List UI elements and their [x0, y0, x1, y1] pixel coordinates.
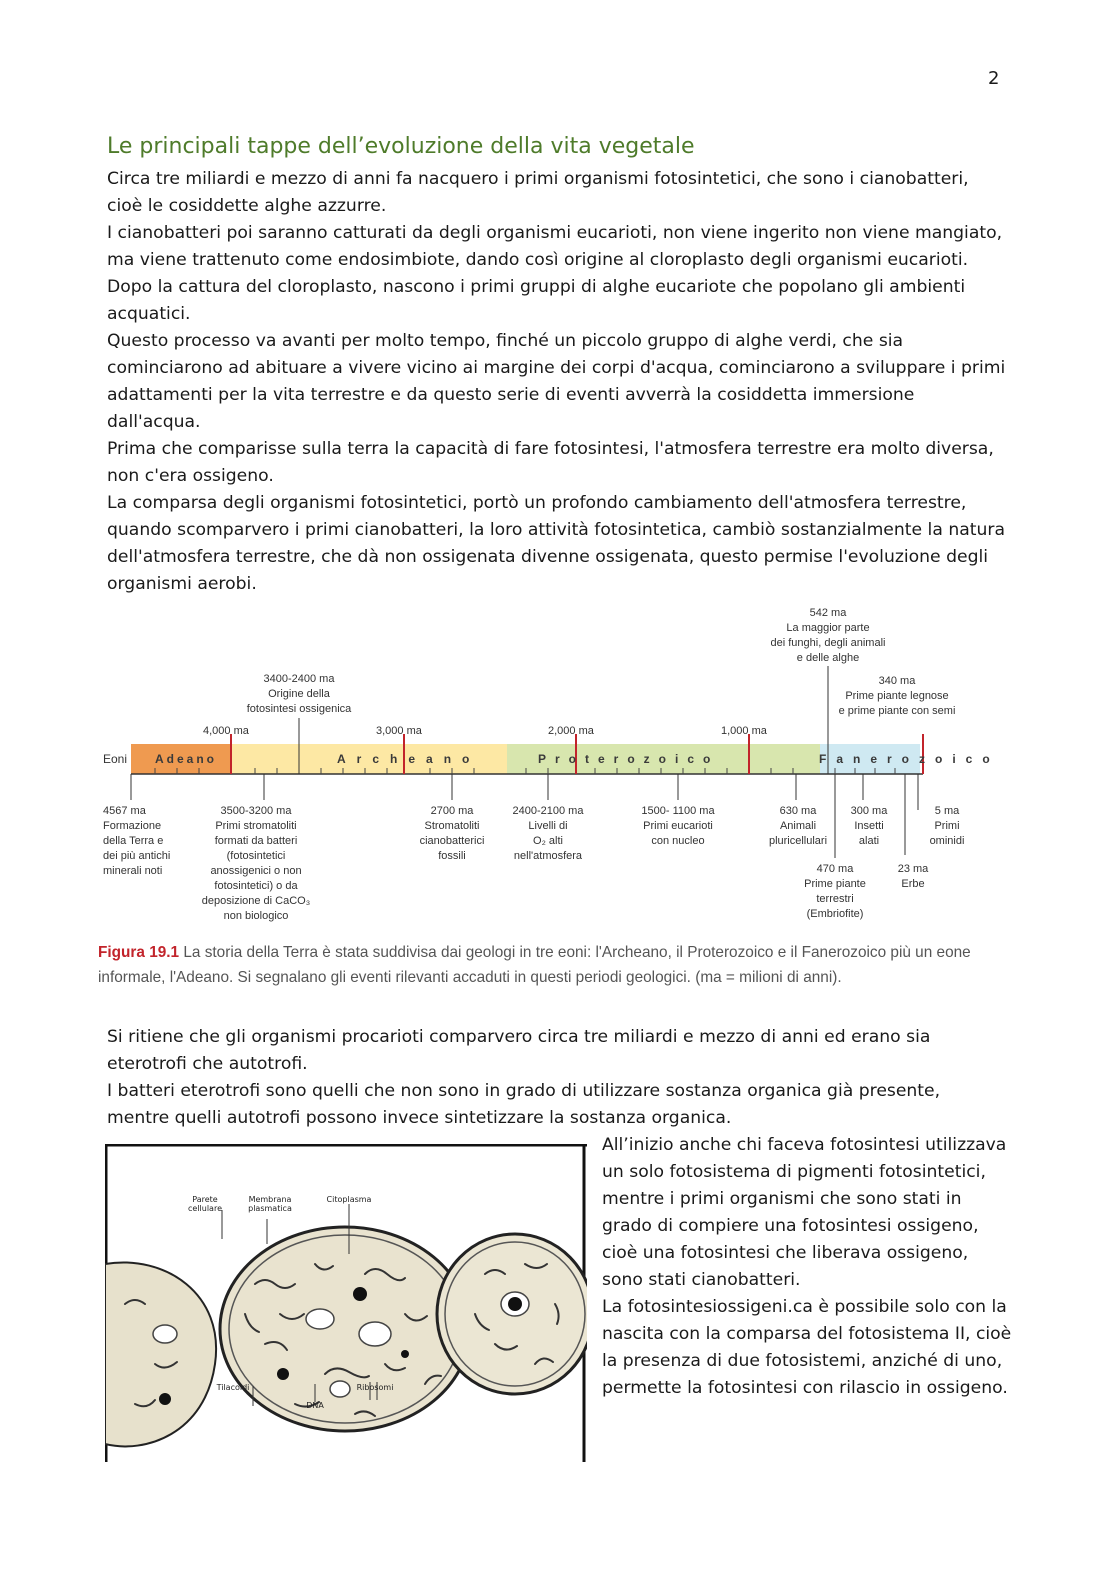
- paragraph: I cianobatteri poi saranno catturati da degli organismi eucarioti, non viene ingerito non viene mangiato, ma viene trattenuto come endosimbiote, dando così origine al cloroplasto degli organismi eucarioti.: [107, 223, 1003, 270]
- caption-label: Figura 19.1: [98, 944, 180, 961]
- paragraph: I batteri eterotrofi sono quelli che non sono in grado di utilizzare sostanza organica già presente, mentre quelli autotrofi possono invece sintetizzare la sostanza organica.: [107, 1081, 941, 1128]
- section-title: Le principali tappe dell’evoluzione della vita vegetale: [107, 134, 695, 159]
- event-label: 340 ma Prime piante legnose e prime piante con semi: [838, 675, 956, 717]
- eon-axis-label: Eoni: [103, 752, 128, 766]
- paragraph: Dopo la cattura del cloroplasto, nascono i primi gruppi di alghe eucariote che popolano gli ambienti acquatici.: [107, 277, 966, 324]
- event-label: 3400-2400 ma Origine della fotosintesi ossigenica: [246, 673, 352, 715]
- page-number: 2: [988, 68, 1000, 89]
- intro-text: [107, 166, 1007, 598]
- label-cytoplasm: Citoplasma: [326, 1195, 372, 1204]
- paragraph: Questo processo va avanti per molto tempo, finché un piccolo gruppo di alghe verdi, che sia cominciarono ad abituare a vivere vicino ai margine dei corpi d'acqua, cominciarono a sviluppare i primi adattamenti per la vita terrestre e da questo serie di eventi avverrà la cosiddetta immersione dall'acqua.: [107, 331, 1006, 432]
- event-label: 300 ma Insetti alati: [850, 805, 888, 847]
- event-label: 2400-2100 ma Livelli di O₂ alti nell'atmosfera: [512, 805, 584, 862]
- eon-name-fanerozoico: Fanerozoico: [819, 752, 1000, 766]
- event-label: 2700 ma Stromatoliti cianobatterici fossili: [419, 805, 485, 862]
- event-label: 630 ma Animali pluricellulari: [768, 805, 828, 847]
- paragraph: La comparsa degli organismi fotosintetici, portò un profondo cambiamento dell'atmosfera terrestre, quando scomparvero i primi cianobatteri, la loro attività fotosintetica, cambiò sostanzialmente la natura dell'atmosfera terrestre, che dà non ossigenata divenne ossigenata, questo permise l'evoluzione degli organismi aerobi.: [107, 493, 1005, 594]
- cell-center: [220, 1227, 470, 1431]
- timeline-svg: [95, 600, 1020, 930]
- event-label: 23 ma Erbe: [897, 863, 929, 890]
- event-label: 542 ma La maggior parte dei funghi, degli animali e delle alghe: [770, 607, 886, 664]
- event-label: 1500- 1100 ma Primi eucarioti con nucleo: [641, 805, 715, 847]
- label-thylakoids: Tilacoidi: [216, 1383, 250, 1392]
- scale-label: 1,000 ma: [721, 725, 767, 737]
- eon-name-adeano: Adeano: [155, 752, 218, 766]
- events-above: [247, 607, 956, 717]
- cell-svg: [105, 1144, 587, 1462]
- timeline-figure: [95, 600, 1020, 930]
- label-membrane: Membrana plasmatica: [248, 1195, 292, 1213]
- event-label: 3500-3200 ma Primi stromatoliti formati da batteri (fotosintetici anossigenici o non fotosintetici) o da deposizione di CaCO₃ non biologico: [201, 805, 311, 922]
- caption-text: La storia della Terra è stata suddivisa dai geologi in tre eoni: l'Archeano, il Proterozoico e il Fanerozoico più un eone informale, l'Adeano. Si segnalano gli eventi rilevanti accaduti in questi periodi geologici. (ma = milioni di anni).: [98, 944, 971, 986]
- scale-labels: [203, 725, 768, 737]
- event-label: 5 ma Primi ominidi: [929, 805, 965, 847]
- event-label: 4567 ma Formazione della Terra e dei più antichi minerali noti: [103, 805, 171, 877]
- paragraph: Circa tre miliardi e mezzo di anni fa nacquero i primi organismi fotosintetici, che sono i cianobatteri, cioè le cosiddette alghe azzurre.: [107, 169, 969, 216]
- paragraph: All’inizio anche chi faceva fotosintesi utilizzava un solo fotosistema di pigmenti fotosintetici, mentre i primi organismi che sono stati in grado di compiere una fotosintesi ossigeno, cioè una fotosintesi che liberava ossigeno, sono stati cianobatteri.: [602, 1135, 1007, 1290]
- scale-label: 4,000 ma: [203, 725, 249, 737]
- scale-label: 3,000 ma: [376, 725, 422, 737]
- scale-label: 2,000 ma: [548, 725, 594, 737]
- paragraph: Prima che comparisse sulla terra la capacità di fare fotosintesi, l'atmosfera terrestre era molto diversa, non c'era ossigeno.: [107, 439, 994, 486]
- eon-name-proterozoico: Proterozoico: [538, 752, 720, 766]
- procarioti-text: [107, 1024, 1007, 1132]
- fotosistema-text: [602, 1132, 1012, 1402]
- event-label: 470 ma Prime piante terrestri (Embriofite): [804, 863, 866, 920]
- eon-name-archeano: Archeano: [337, 752, 481, 766]
- label-wall: Parete cellulare: [188, 1195, 222, 1213]
- figure-caption: [98, 940, 981, 990]
- cyanobacteria-figure: [105, 1144, 587, 1462]
- label-ribosomes: Ribosomi: [356, 1383, 394, 1392]
- paragraph: La fotosintesiossigeni.ca è possibile solo con la nascita con la comparsa del fotosistema II, cioè la presenza di due fotosistemi, anziché di uno, permette la fotosintesi con rilascio in ossigeno.: [602, 1297, 1012, 1398]
- paragraph: Si ritiene che gli organismi procarioti comparvero circa tre miliardi e mezzo di anni ed erano sia eterotrofi che autotrofi.: [107, 1027, 931, 1074]
- label-dna: DNA: [306, 1401, 324, 1410]
